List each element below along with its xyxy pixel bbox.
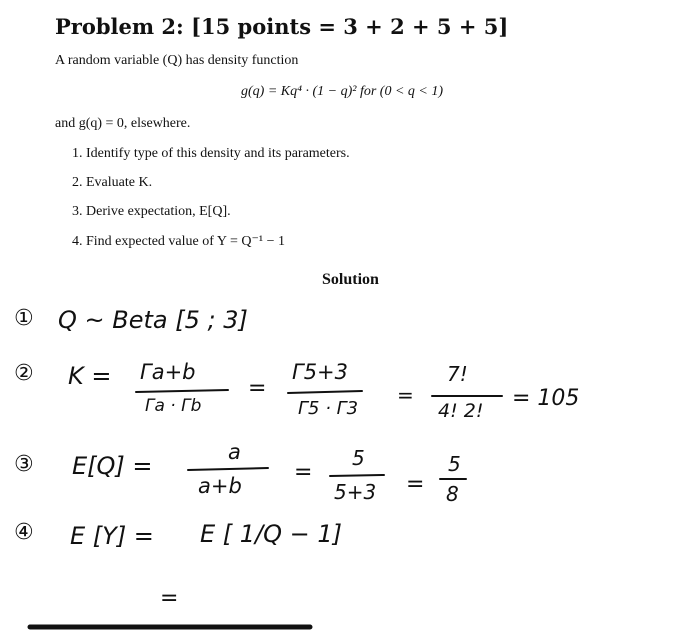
step-4-lhs: E [Y] = xyxy=(70,522,154,550)
task-item-3: 3. Derive expectation, E[Q]. xyxy=(72,204,231,219)
step-number-2: ② xyxy=(14,361,34,386)
step-2-fraction-3-denominator: 4! 2! xyxy=(438,400,484,422)
step-2-fraction-bar-2 xyxy=(288,391,362,393)
step-2-fraction-1-numerator: Γa+b xyxy=(140,360,196,384)
step-2-result: = 105 xyxy=(512,386,580,411)
step-number-3: ③ xyxy=(14,452,34,477)
step-2-fraction-bar-1 xyxy=(136,390,228,392)
task-item-2: 2. Evaluate K. xyxy=(72,175,153,190)
step-2-fraction-2-denominator: Γ5 · Γ3 xyxy=(298,398,359,419)
step-number-4: ④ xyxy=(14,520,34,545)
task-item-1: 1. Identify type of this density and its parameters. xyxy=(72,146,350,161)
step-2-fraction-1-denominator: Γa · Γb xyxy=(145,396,202,416)
problem-intro: A random variable (Q) has density function xyxy=(55,53,299,68)
step-2-fraction-3-numerator: 7! xyxy=(447,362,468,386)
step-3-fraction-1-numerator: a xyxy=(228,440,241,464)
step-3-fraction-3-numerator: 5 xyxy=(448,452,461,476)
step-2-fraction-2-numerator: Γ5+3 xyxy=(292,360,349,384)
step-3-fraction-2-numerator: 5 xyxy=(352,446,365,470)
step-3-fraction-bar-1 xyxy=(188,468,268,470)
step-5-equals: = xyxy=(160,586,179,611)
step-3-fraction-1-denominator: a+b xyxy=(198,474,242,498)
task-item-4: 4. Find expected value of Y = Q⁻¹ − 1 xyxy=(72,234,285,249)
step-number-1: ① xyxy=(14,306,34,331)
step-2-lhs: K = xyxy=(68,362,112,390)
solution-heading: Solution xyxy=(322,271,379,288)
problem-title: Problem 2: [15 points = 3 + 2 + 5 + 5] xyxy=(55,14,509,39)
step-3-lhs: E[Q] = xyxy=(72,452,153,480)
step-3-fraction-2-denominator: 5+3 xyxy=(334,480,377,504)
equals-sign: = xyxy=(406,472,425,497)
step-4-rhs: E [ 1/Q − 1] xyxy=(200,520,343,548)
step-3-fraction-bar-2 xyxy=(330,475,384,476)
density-formula: g(q) = Kq⁴ · (1 − q)² for (0 < q < 1) xyxy=(241,84,444,99)
step-3-fraction-3-denominator: 8 xyxy=(446,482,459,506)
equals-sign: = xyxy=(248,376,267,401)
step-1-answer: Q ~ Beta [5 ; 3] xyxy=(58,306,248,334)
equals-sign: = xyxy=(294,460,313,485)
equals-sign: = xyxy=(397,383,414,407)
density-elsewhere: and g(q) = 0, elsewhere. xyxy=(55,116,191,131)
